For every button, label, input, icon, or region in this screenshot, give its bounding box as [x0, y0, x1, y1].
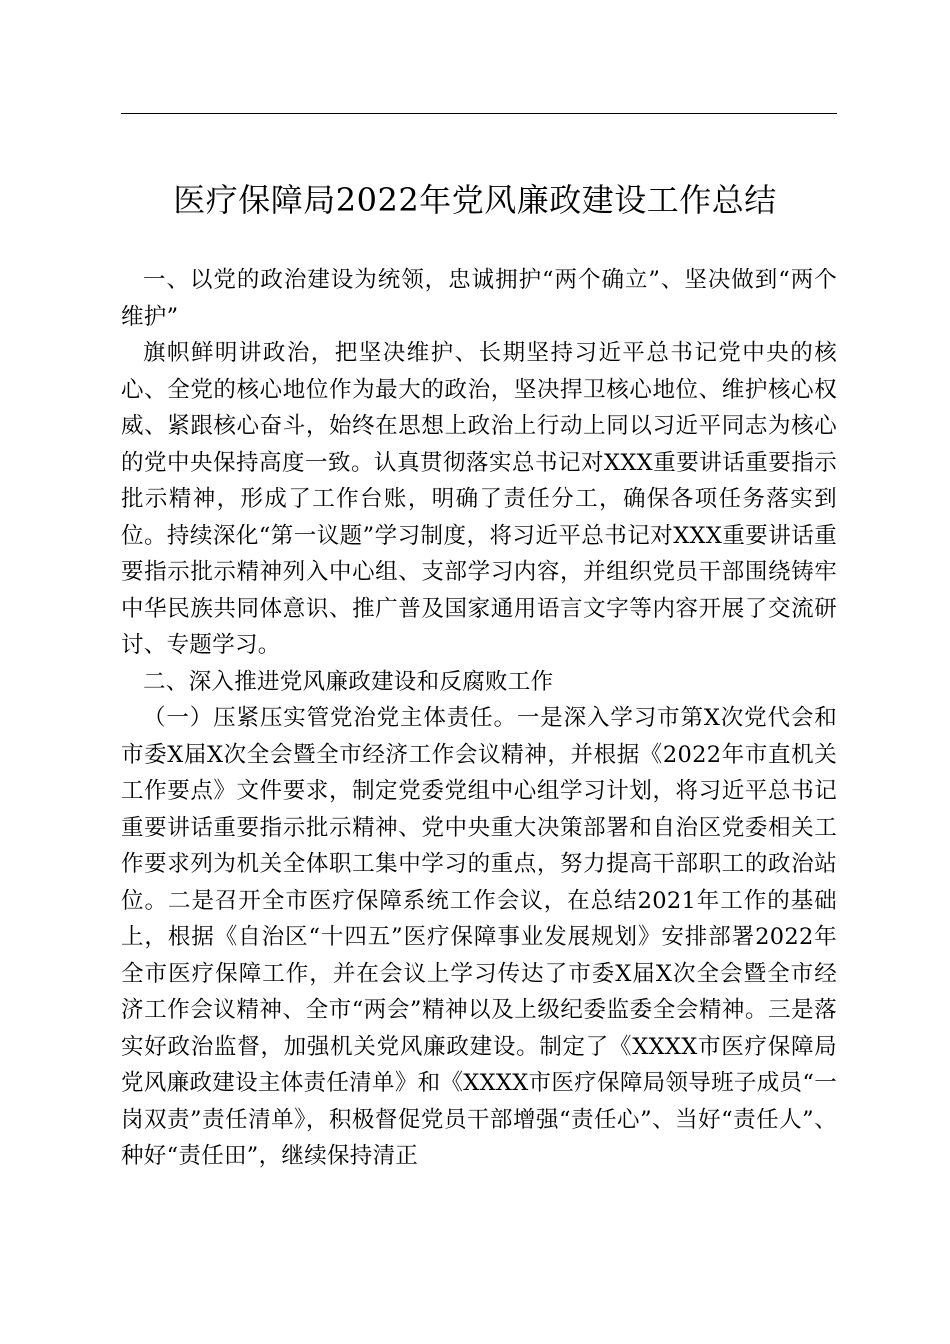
- document-body: [121, 262, 837, 1175]
- section-heading-1: 一、以党的政治建设为统领，忠诚拥护“两个确立”、坚决做到“两个维护”: [121, 267, 837, 330]
- header-rule: [121, 113, 837, 114]
- document-title: 医疗保障局2022年党风廉政建设工作总结: [173, 181, 777, 219]
- section-heading-2: 二、深入推进党风廉政建设和反腐败工作: [143, 668, 554, 695]
- body-paragraph-2: （一）压紧压实管党治党主体责任。一是深入学习市第X次党代会和市委X届X次全会暨全市经济工作会议精神，并根据《2022年市直机关工作要点》文件要求，制定党委党组中心组学习计划，将习近平总书记重要讲话重要指示批示精神、党中央重大决策部署和自治区党委相关工作要求列为机关全体职工集中学习的重点，努力提高干部职工的政治站位。二是召开全市医疗保障系统工作会议，在总结2021年工作的基础上，根据《自治区“十四五”医疗保障事业发展规划》安排部署2022年全市医疗保障工作，并在会议上学习传达了市委X届X次全会暨全市经济工作会议精神、全市“两会”精神以及上级纪委监委全会精神。三是落实好政治监督，加强机关党风廉政建设。制定了《XXXX市医疗保障局党风廉政建设主体责任清单》和《XXXX市医疗保障局领导班子成员“一岗双责”责任清单》，积极督促党员干部增强“责任心”、当好“责任人”、种好“责任田”，继续保持清正: [121, 705, 837, 1169]
- body-paragraph-1: 旗帜鲜明讲政治，把坚决维护、长期坚持习近平总书记党中央的核心、全党的核心地位作为最大的政治，坚决捍卫核心地位、维护核心权威、紧跟核心奋斗，始终在思想上政治上行动上同以习近平同志为核心的党中央保持高度一致。认真贯彻落实总书记对XXX重要讲话重要指示批示精神，形成了工作台账，明确了责任分工，确保各项任务落实到位。持续深化“第一议题”学习制度，将习近平总书记对XXX重要讲话重要指示批示精神列入中心组、支部学习内容，并组织党员干部围绕铸牢中华民族共同体意识、推广普及国家通用语言文字等内容开展了交流研讨、专题学习。: [121, 340, 837, 658]
